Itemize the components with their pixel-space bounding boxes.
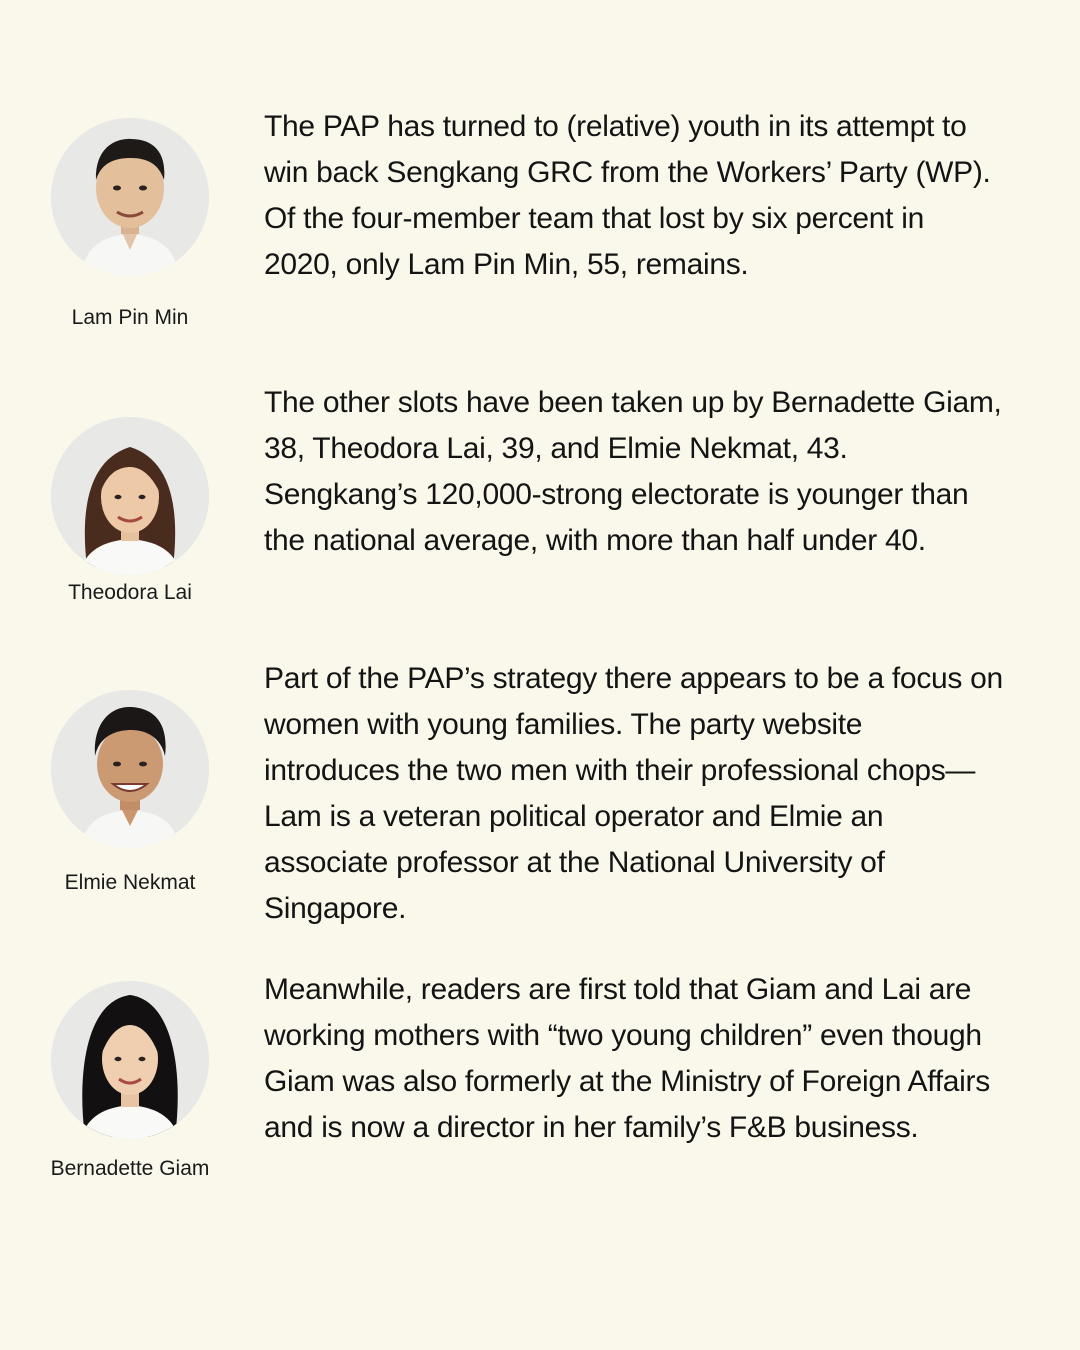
portrait-bernadette-giam [51,981,209,1139]
portrait-elmie-nekmat [51,690,209,848]
man-portrait-icon [51,690,209,848]
man-portrait-icon [51,118,209,276]
caption-elmie-nekmat: Elmie Nekmat [64,871,196,894]
woman-portrait-icon [51,981,209,1139]
paragraph-1: The PAP has turned to (relative) youth in its attempt to win back Sengkang GRC from the Workers’ Party (WP). Of the four-member team that lost by six percent in 2020, only Lam Pin Min, 55, remains. [264,110,991,281]
woman-portrait-icon [51,417,209,575]
caption-bernadette-giam: Bernadette Giam [50,1157,210,1180]
paragraph-3: Part of the PAP’s strategy there appears to be a focus on women with young families. The party website introduces the two men with their professional chops—Lam is a veteran political operator and Elmie an associate professor at the National University of Singapore. [264,662,1003,925]
paragraph-4: Meanwhile, readers are first told that Giam and Lai are working mothers with “two young children” even though Giam was also formerly at the Ministry of Foreign Affairs and is now a director in her family’s F&B business. [264,973,990,1144]
paragraph-2: The other slots have been taken up by Bernadette Giam, 38, Theodora Lai, 39, and Elmie Nekmat, 43. Sengkang’s 120,000-strong electorate is younger than the national average, with more than half under 40. [264,386,1002,557]
caption-theodora-lai: Theodora Lai [68,581,192,604]
caption-lam-pin-min: Lam Pin Min [71,306,189,329]
portrait-lam-pin-min [51,118,209,276]
portrait-theodora-lai [51,417,209,575]
